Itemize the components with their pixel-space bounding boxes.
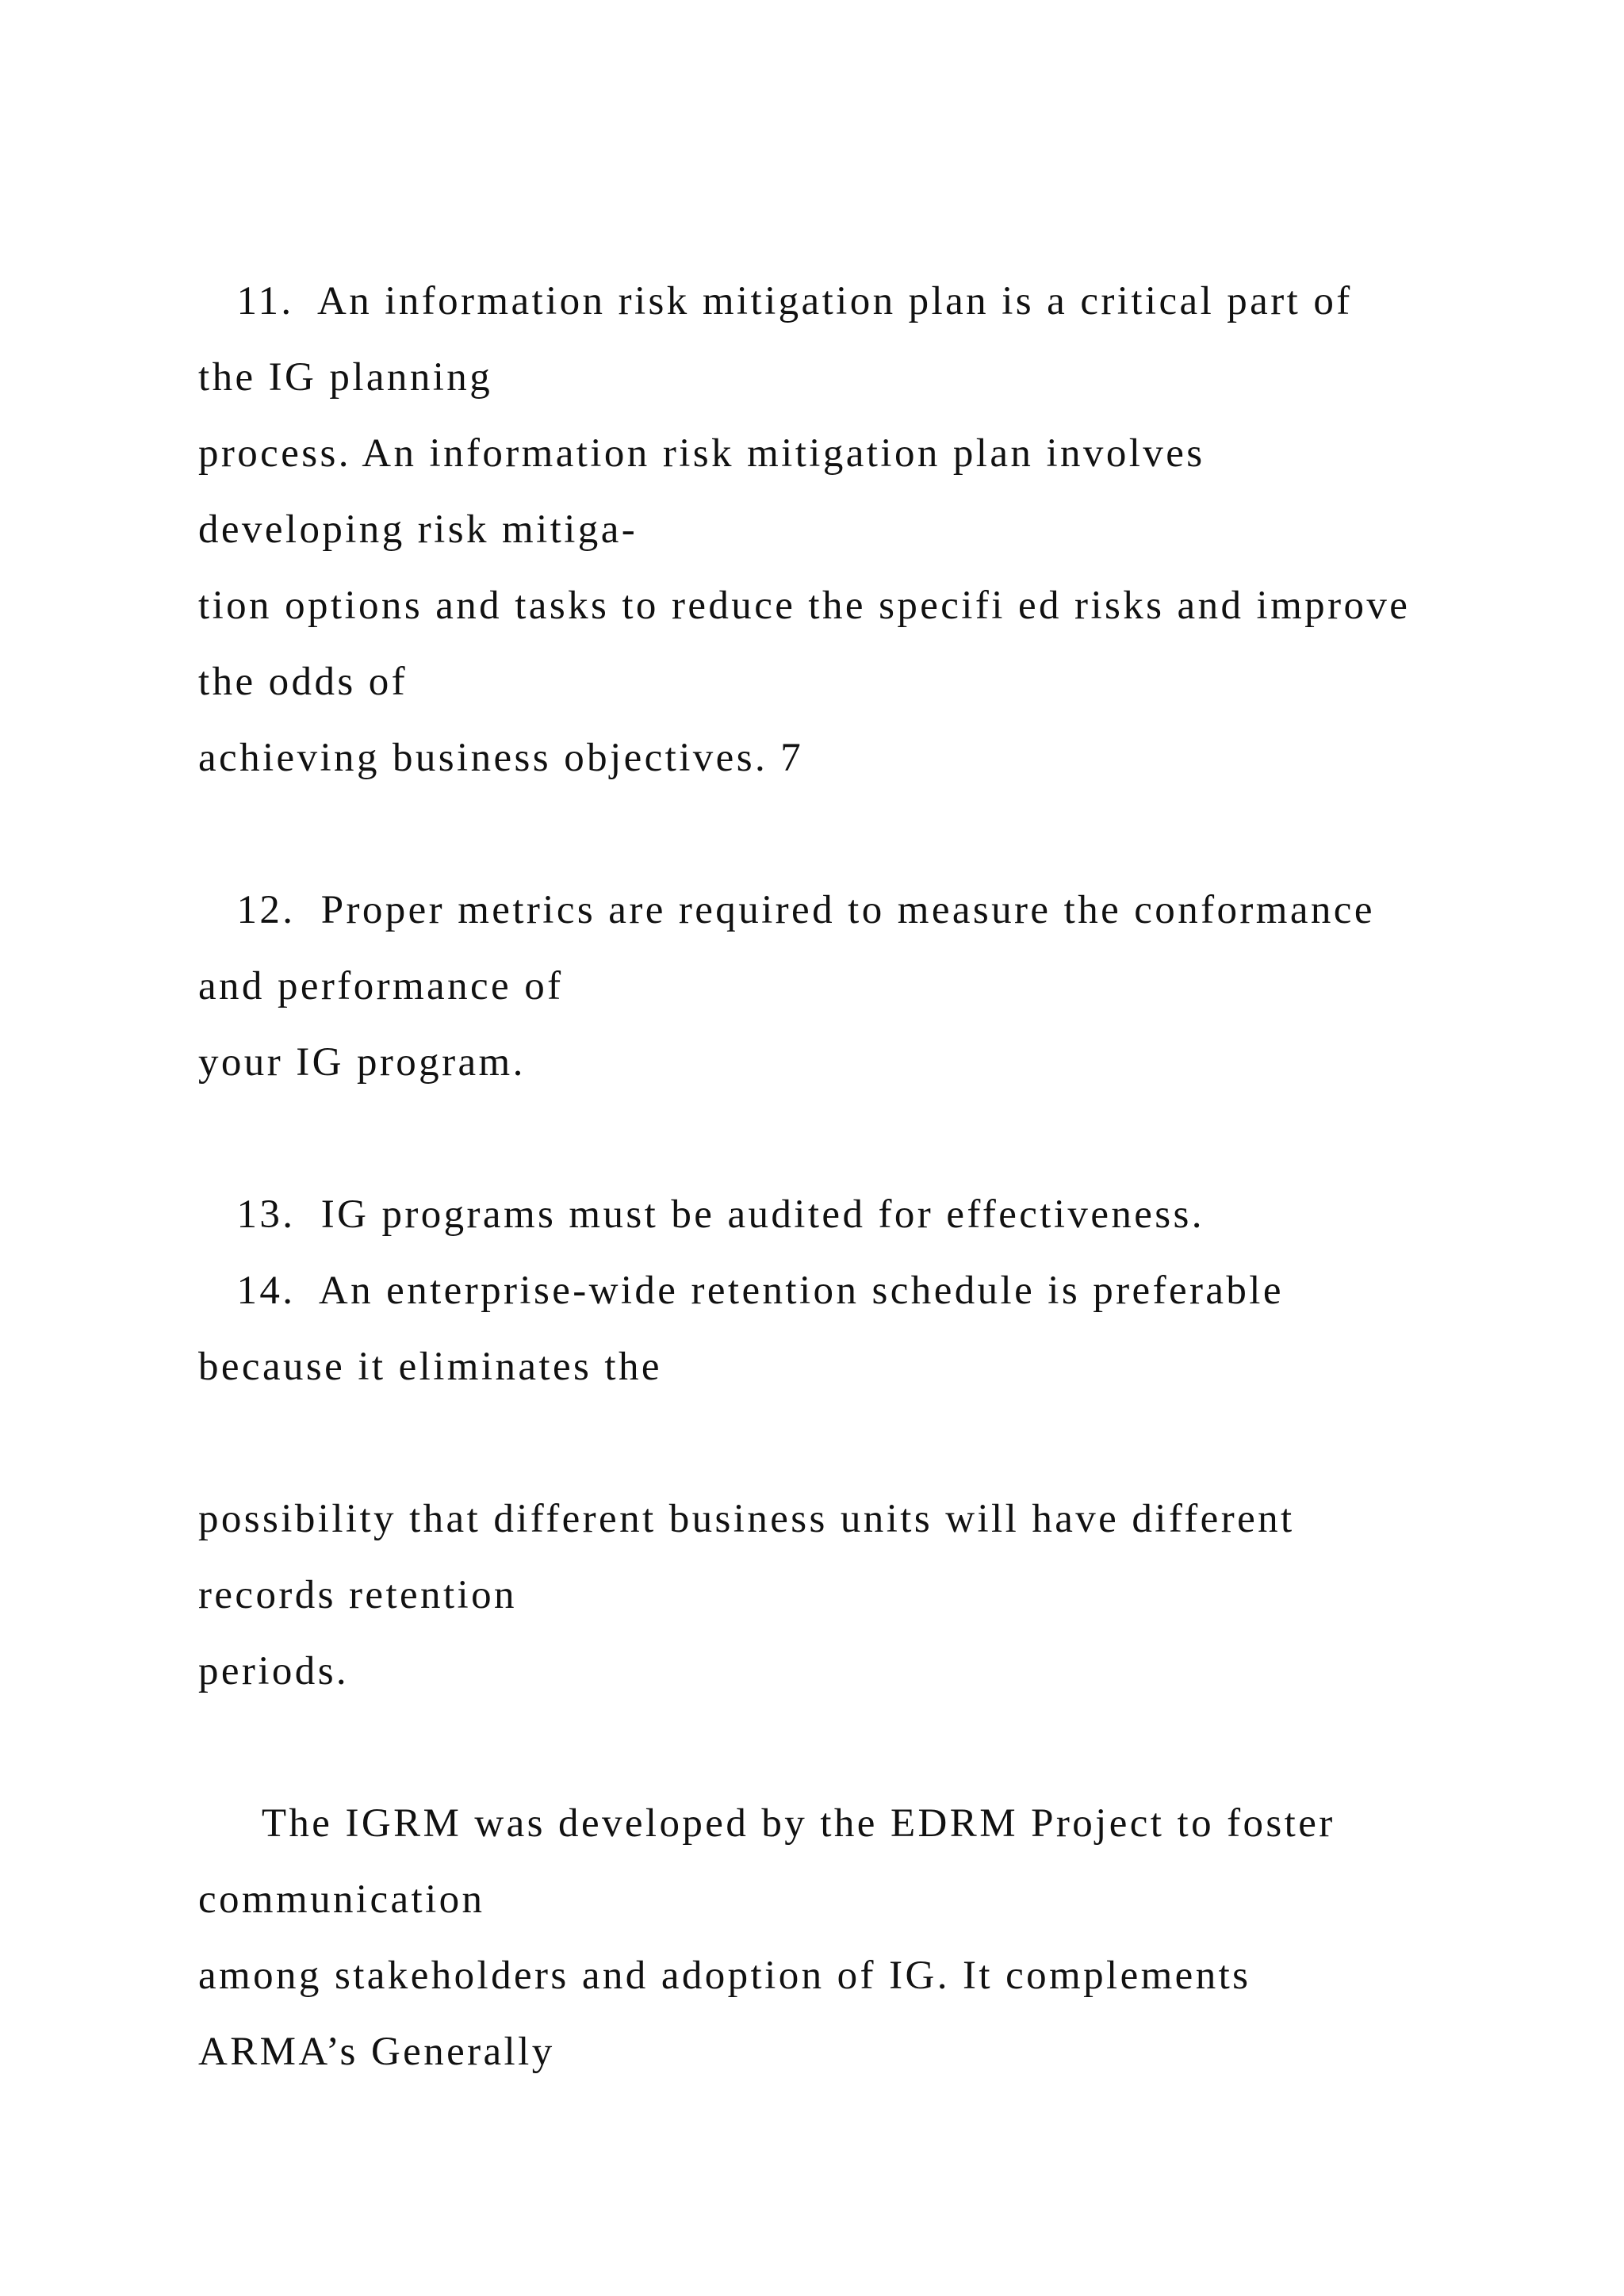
text-line: records retention xyxy=(198,1573,517,1617)
text-line: ARMA’s Generally xyxy=(198,2030,555,2074)
text-line: tion options and tasks to reduce the specifi ed risks and improve xyxy=(198,584,1411,628)
text-line: 13. IG programs must be audited for effectiveness. xyxy=(198,1192,1205,1237)
text-line: periods. xyxy=(198,1649,350,1693)
text-line: 11. An information risk mitigation plan is a critical part of xyxy=(198,279,1353,323)
text-line: your IG program. xyxy=(198,1040,526,1085)
text-line: communication xyxy=(198,1877,485,1922)
text-line: developing risk mitiga- xyxy=(198,507,638,552)
text-line: the IG planning xyxy=(198,355,493,400)
text-line: among stakeholders and adoption of IG. It complements xyxy=(198,1954,1251,1998)
text-line: process. An information risk mitigation plan involves xyxy=(198,431,1205,476)
text-line: 14. An enterprise-wide retention schedule is preferable xyxy=(198,1269,1284,1313)
text-line: the odds of xyxy=(198,660,408,704)
text-line: possibility that different business units will have different xyxy=(198,1497,1295,1541)
text-line: 12. Proper metrics are required to measure the conformance xyxy=(198,888,1375,932)
text-line: achieving business objectives. 7 xyxy=(198,736,804,780)
text-line: The IGRM was developed by the EDRM Project to foster xyxy=(198,1801,1335,1846)
text-line: and performance of xyxy=(198,964,564,1008)
text-line: because it eliminates the xyxy=(198,1345,662,1389)
